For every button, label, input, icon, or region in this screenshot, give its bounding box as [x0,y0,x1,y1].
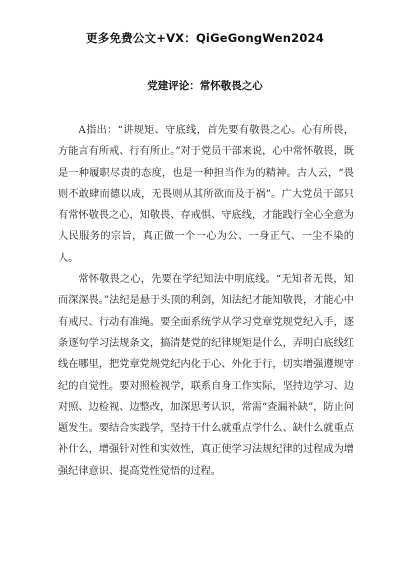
paragraph-2: 常怀敬畏之心，先要在学纪知法中明底线。“无知者无畏，知而深深畏。”法纪是悬于头顶的利剑，知法纪才能知敬畏，才能心中有戒尺、行动有准绳。要全面系统学从学习党章党规党纪入手，逐条逐句学习法规条文，搞清楚党的纪律规矩是什么，弄明白底线红线在哪里，把党章党规党纪内化于心、外化于行，切实增强遵规守纪的自觉性。要对照检视学，联系自身工作实际，坚持边学习、边对照、边检视、边整改，加深思考认识，常需“查漏补缺”，防止问题发生。要结合实践学，坚持干什么就重点学什么、缺什么就重点补什么，增强针对性和实效性，真正使学习法规纪律的过程成为增强纪律意识、提高党性觉悟的过程。 [58,274,354,477]
document-body [58,120,354,482]
document-title: 党建评论：常怀敬畏之心 [147,80,263,92]
promo-header: 更多免费公文+VX：QiGeGongWen2024 [86,31,324,45]
paragraph-1: A指出：“讲规矩、守底线，首先要有敬畏之心。心有所畏，方能言有所戒、行有所止。”对于党员干部来说，心中常怀敬畏，既是一种履职尽责的态度，也是一种担当作为的精神。古人云，“畏则不敢肆而德以成，无畏则从其所欲而及于祸”。广大党员干部只有常怀敬畏之心，知敬畏、存戒惧、守底线，才能践行全心全意为人民服务的宗旨，真正做一个一心为公、一身正气、一尘不染的人。 [58,125,354,264]
